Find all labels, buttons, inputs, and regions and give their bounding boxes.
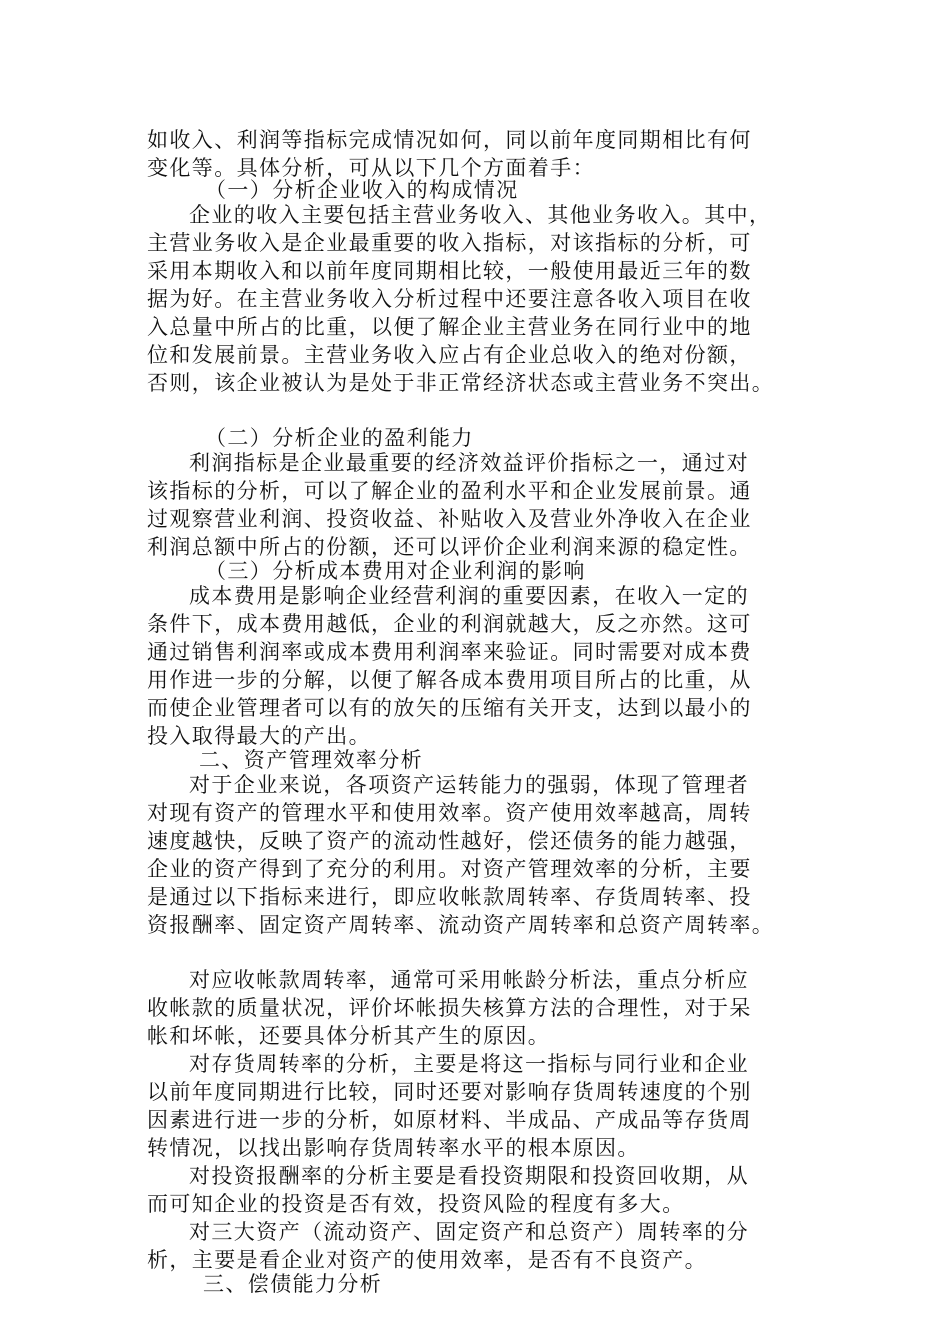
section-heading: 三、偿债能力分析	[203, 1272, 383, 1296]
text-line: 利润指标是企业最重要的经济效益评价指标之一，通过对	[189, 451, 749, 475]
text-line: 过观察营业利润、投资收益、补贴收入及营业外净收入在企业	[147, 507, 752, 531]
text-line: 对于企业来说，各项资产运转能力的强弱，体现了管理者	[189, 773, 749, 797]
text-line: 速度越快，反映了资产的流动性越好，偿还债务的能力越强，	[147, 829, 752, 853]
text-line: 企业的资产得到了充分的利用。对资产管理效率的分析，主要	[147, 857, 752, 881]
text-line: 对三大资产（流动资产、固定资产和总资产）周转率的分	[189, 1220, 749, 1244]
section-heading: 二、资产管理效率分析	[199, 748, 423, 772]
text-line: 入总量中所占的比重，以便了解企业主营业务在同行业中的地	[147, 315, 752, 339]
text-line: 而使企业管理者可以有的放矢的压缩有关开支，达到以最小的	[147, 696, 752, 720]
text-line: 主营业务收入是企业最重要的收入指标，对该指标的分析，可	[147, 231, 752, 255]
text-line: 该指标的分析，可以了解企业的盈利水平和企业发展前景。通	[147, 479, 752, 503]
text-line: 否则，该企业被认为是处于非正常经济状态或主营业务不突出。	[147, 371, 775, 395]
text-line: 是通过以下指标来进行，即应收帐款周转率、存货周转率、投	[147, 885, 752, 909]
text-line: 利润总额中所占的份额，还可以评价企业利润来源的稳定性。	[147, 535, 752, 559]
text-line: 对应收帐款周转率，通常可采用帐龄分析法，重点分析应	[189, 968, 749, 992]
text-line: 通过销售利润率或成本费用利润率来验证。同时需要对成本费	[147, 640, 752, 664]
text-line: 条件下，成本费用越低，企业的利润就越大，反之亦然。这可	[147, 612, 752, 636]
text-line: 对现有资产的管理水平和使用效率。资产使用效率越高，周转	[147, 801, 752, 825]
text-line: 变化等。具体分析，可从以下几个方面着手：	[147, 156, 595, 180]
text-line: 采用本期收入和以前年度同期相比较，一般使用最近三年的数	[147, 259, 752, 283]
text-line: 投入取得最大的产出。	[147, 724, 371, 748]
text-line: 位和发展前景。主营业务收入应占有企业总收入的绝对份额，	[147, 343, 752, 367]
text-line: 如收入、利润等指标完成情况如何，同以前年度同期相比有何	[147, 128, 752, 152]
text-line: 企业的收入主要包括主营业务收入、其他业务收入。其中，	[189, 203, 772, 227]
text-line: 对存货周转率的分析，主要是将这一指标与同行业和企业	[189, 1052, 749, 1076]
text-line: 而可知企业的投资是否有效，投资风险的程度有多大。	[147, 1192, 685, 1216]
section-heading: （二）分析企业的盈利能力	[205, 426, 474, 450]
text-line: 因素进行进一步的分析，如原材料、半成品、产成品等存货周	[147, 1108, 752, 1132]
text-line: 对投资报酬率的分析主要是看投资期限和投资回收期，从	[189, 1164, 749, 1188]
text-line: 据为好。在主营业务收入分析过程中还要注意各收入项目在收	[147, 287, 752, 311]
text-line: 收帐款的质量状况，评价坏帐损失核算方法的合理性，对于呆	[147, 996, 752, 1020]
text-line: 以前年度同期进行比较，同时还要对影响存货周转速度的个别	[147, 1080, 752, 1104]
section-heading: （一）分析企业收入的构成情况	[205, 178, 519, 202]
text-line: 用作进一步的分解，以便了解各成本费用项目所占的比重，从	[147, 668, 752, 692]
text-line: 资报酬率、固定资产周转率、流动资产周转率和总资产周转率。	[147, 913, 775, 937]
text-line: 成本费用是影响企业经营利润的重要因素，在收入一定的	[189, 584, 749, 608]
section-heading: （三）分析成本费用对企业利润的影响	[205, 559, 586, 583]
text-line: 帐和坏帐，还要具体分析其产生的原因。	[147, 1024, 551, 1048]
text-line: 转情况，以找出影响存货周转率水平的根本原因。	[147, 1136, 640, 1160]
text-line: 析，主要是看企业对资产的使用效率，是否有不良资产。	[147, 1248, 707, 1272]
